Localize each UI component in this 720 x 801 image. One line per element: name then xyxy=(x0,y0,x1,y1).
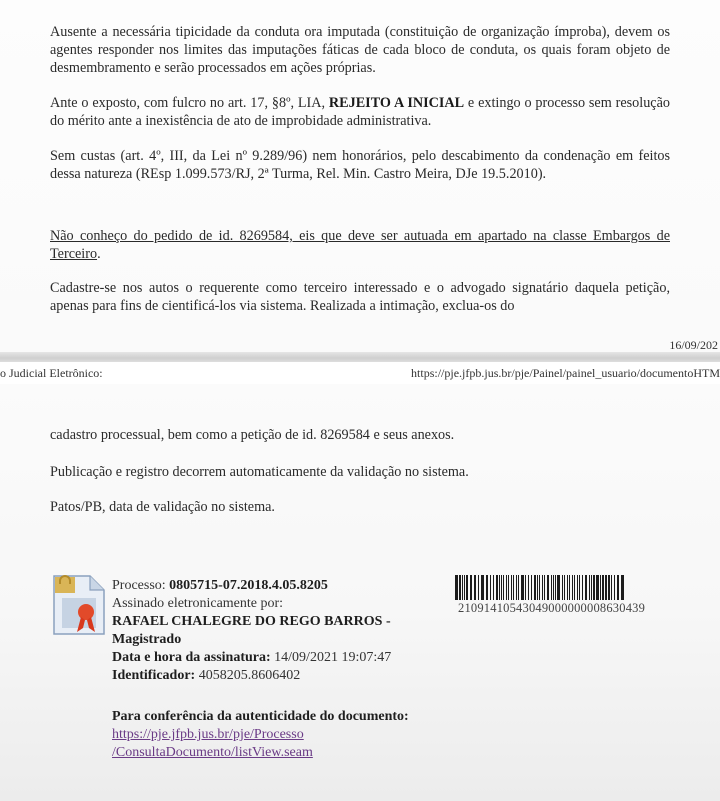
barcode-bar xyxy=(591,575,592,600)
barcode-bar xyxy=(567,575,568,600)
barcode-bar xyxy=(474,575,476,600)
barcode-bar xyxy=(521,575,524,600)
barcode-bar xyxy=(621,575,624,600)
signer-name: RAFAEL CHALEGRE DO REGO BARROS - Magistrado xyxy=(112,614,391,647)
bold-rejeito: REJEITO A INICIAL xyxy=(328,95,465,112)
barcode-bar xyxy=(534,575,536,600)
text: Ante o exposto, com fulcro no art. 17, §8º, LIA, xyxy=(50,95,329,112)
barcode-bar xyxy=(602,575,604,600)
paragraph-cadastre: Cadastre-se nos autos o requerente como terceiro interessado e o advogado signatário daquela petição, apenas para fins de cientificá-los via sistema. Realizada a intimação, exclua-os do xyxy=(50,280,670,315)
barcode-bar xyxy=(574,575,575,600)
barcode-bar xyxy=(596,575,599,600)
signed-by-label: Assinado eletronicamente por: xyxy=(112,596,284,611)
barcode-bar xyxy=(501,575,502,600)
barcode-bar xyxy=(557,575,560,600)
barcode-bar xyxy=(455,575,458,600)
barcode-bar xyxy=(462,575,463,600)
barcode-bar xyxy=(553,575,554,600)
paragraph-tipicidade: Ausente a necessária tipicidade da conduta ora imputada (constituição de organização ímproba), devem os agentes responder nos limites das imputações fáticas de cada bloco de conduta, os quais foram objeto de desmembramento e serão processados em ações próprias. xyxy=(50,24,670,77)
barcode-bar xyxy=(496,575,498,600)
barcode-bar xyxy=(600,575,601,600)
underlined-text: Não conheço do pedido de id. 8269584, eis que deve ser autuada em apartado na classe Embargos de Terceiro xyxy=(50,228,670,263)
datetime-value: 14/09/2021 19:07:47 xyxy=(274,650,392,665)
text: e extingo o processo sem resolução do mérito ante a inexistência de ato de improbidade administrativa. xyxy=(50,95,670,130)
signed-document-icon xyxy=(52,574,106,636)
barcode-bar xyxy=(589,575,590,600)
barcode-bar xyxy=(572,575,573,600)
paragraph-publicacao: Publicação e registro decorrem automaticamente da validação no sistema. xyxy=(50,464,469,481)
verification-label: Para conferência da autenticidade do documento: xyxy=(112,709,409,724)
paragraph-dispositivo xyxy=(50,94,670,130)
barcode-bar xyxy=(605,575,607,600)
barcode-bar xyxy=(593,575,595,600)
barcode-number: 21091410543049000000008630439 xyxy=(458,601,646,615)
barcode-bar xyxy=(511,575,512,600)
identifier-label: Identificador: xyxy=(112,668,199,683)
identifier-value: 4058205.8606402 xyxy=(198,668,301,683)
barcode-bar xyxy=(611,575,612,600)
barcode-bar xyxy=(562,575,563,600)
verification-link[interactable] xyxy=(112,726,442,762)
barcode-bar xyxy=(582,575,583,600)
barcode-bar xyxy=(525,575,526,600)
barcode-bar xyxy=(464,575,465,600)
barcode-bar xyxy=(466,575,468,600)
text: . xyxy=(97,246,101,263)
barcode-bar xyxy=(617,575,619,600)
barcode-bar xyxy=(608,575,610,600)
barcode-bar xyxy=(539,575,540,600)
barcode-bar xyxy=(542,575,543,600)
barcode-bar xyxy=(564,575,565,600)
page-header-url: https://pje.jfpb.jus.br/pje/Painel/painel_usuario/documentoHTM xyxy=(411,366,720,380)
barcode-bar xyxy=(503,575,504,600)
barcode-bar xyxy=(499,575,500,600)
barcode-bar xyxy=(544,575,545,600)
barcode-bar xyxy=(478,575,479,600)
barcode-bar xyxy=(506,575,507,600)
signature-datetime xyxy=(112,649,442,667)
barcode-bar xyxy=(459,575,461,600)
barcode-bar xyxy=(547,575,549,600)
barcode-bar xyxy=(481,575,484,600)
barcode-bar xyxy=(528,575,529,600)
datetime-label: Data e hora da assinatura: xyxy=(112,650,275,665)
barcode-bar xyxy=(614,575,615,600)
barcode-bar xyxy=(537,575,538,600)
barcode-bar xyxy=(551,575,552,600)
page-footer-date: 16/09/202 xyxy=(669,338,718,352)
verification-link-line1[interactable]: https://pje.jfpb.jus.br/pje/Processo xyxy=(112,727,304,742)
signature-block xyxy=(112,577,442,685)
barcode-bar xyxy=(516,575,517,600)
verification-block xyxy=(112,708,442,762)
barcode-bar xyxy=(518,575,519,600)
barcode-bar xyxy=(470,575,472,600)
barcode-bar xyxy=(531,575,532,600)
paragraph-custas: Sem custas (art. 4º, III, da Lei nº 9.289/96) nem honorários, pelo descabimento da condenação em feitos dessa natureza (REsp 1.099.573/RJ, 2ª Turma, Rel. Min. Castro Meira, DJe 19.5.2010). xyxy=(50,148,670,183)
paragraph-nao-conheco xyxy=(50,227,670,263)
barcode xyxy=(455,575,670,600)
barcode-bar xyxy=(569,575,570,600)
barcode-bar xyxy=(555,575,556,600)
barcode-bar xyxy=(585,575,587,600)
barcode-bar xyxy=(508,575,509,600)
barcode-bar xyxy=(577,575,578,600)
paragraph-local-data: Patos/PB, data de validação no sistema. xyxy=(50,499,275,516)
barcode-bar xyxy=(490,575,491,600)
page-separator xyxy=(0,352,720,362)
processo-label: Processo: xyxy=(112,578,170,593)
paragraph-cadastro: cadastro processual, bem como a petição de id. 8269584 e seus anexos. xyxy=(50,427,455,444)
barcode-bar xyxy=(486,575,488,600)
processo-line xyxy=(112,577,442,595)
verification-link-line2[interactable]: /ConsultaDocumento/listView.seam xyxy=(112,745,313,760)
barcode-bar xyxy=(579,575,580,600)
barcode-bar xyxy=(513,575,514,600)
signature-identifier xyxy=(112,667,442,685)
processo-number: 0805715-07.2018.4.05.8205 xyxy=(169,578,328,593)
barcode-bar xyxy=(493,575,494,600)
page-header-left: o Judicial Eletrônico: xyxy=(0,366,103,380)
